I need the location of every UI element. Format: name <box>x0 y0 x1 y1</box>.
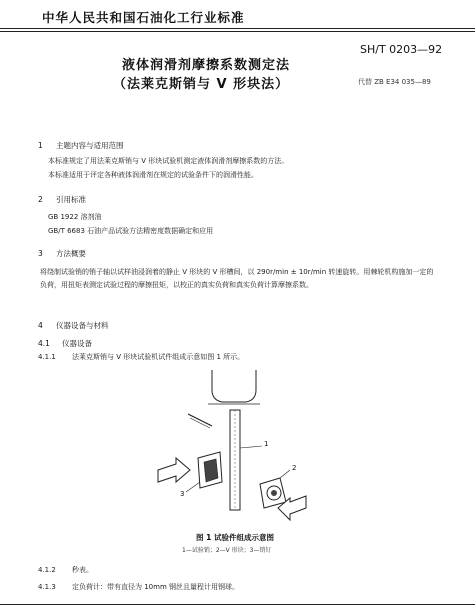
figure-label-1: 1 <box>264 440 269 448</box>
section-4-heading <box>38 320 109 331</box>
item-4-1-2 <box>38 565 93 575</box>
figure-legend: 1—试验销；2—V 形块；3—销钉 <box>182 547 272 554</box>
section-3-heading <box>38 248 86 259</box>
test-piece-diagram <box>150 370 310 528</box>
test-piece-figure <box>150 370 310 528</box>
item-text: 秒表。 <box>72 566 93 574</box>
section-2-heading <box>38 194 86 205</box>
document-title-line2: （法莱克斯销与 V 形块法） <box>113 77 290 92</box>
header-divider-2 <box>0 31 475 32</box>
section-1-heading <box>38 140 124 151</box>
section-title: 主题内容与适用范围 <box>56 141 124 150</box>
figure-label-2: 2 <box>292 464 297 472</box>
section-3-paragraph: 将绕制试验销的销子轴以试样油浸润着的静止 V 形块的 V 形槽间，以 290r/min ± 10r/min 转速旋转。用棘轮机构施加一定的负荷，用扭矩表测定试验过程的摩擦扭矩，以校正的真实负荷和真实负荷计算摩擦系数。 <box>40 268 434 289</box>
page-bottom-border <box>0 604 475 605</box>
section-title: 仪器设备与材料 <box>56 321 109 330</box>
subsection-title: 仪器设备 <box>62 339 92 348</box>
equivalent-note: 代替 ZB E34 035—89 <box>358 78 431 86</box>
section-1-paragraph-1: 本标准规定了用法莱克斯销与 V 形块试验机测定液体润滑剂摩擦系数的方法。 <box>48 157 289 165</box>
figure-caption: 图 1 试验件组成示意图 <box>196 533 274 542</box>
reference-gb1922: GB 1922 溶剂油 <box>48 213 102 221</box>
subsection-number: 4.1.1 <box>38 353 56 361</box>
section-number: 3 <box>38 249 43 258</box>
item-4-1-3 <box>38 582 239 592</box>
figure-label-3: 3 <box>180 490 185 498</box>
section-number: 4 <box>38 321 43 330</box>
section-title: 引用标准 <box>56 195 86 204</box>
header-divider <box>0 28 475 29</box>
subsection-text: 法莱克斯销与 V 形块试验机试件组成示意如图 1 所示。 <box>72 353 245 361</box>
standard-code: SH/T 0203—92 <box>360 43 443 56</box>
item-number: 4.1.2 <box>38 566 56 574</box>
section-number: 1 <box>38 141 43 150</box>
document-title-line1: 液体润滑剂摩擦系数测定法 <box>122 58 291 73</box>
item-number: 4.1.3 <box>38 583 56 591</box>
standard-header: 中华人民共和国石油化工行业标准 <box>42 10 245 25</box>
item-text: 定负荷计：带有直径为 10mm 钢丝且量程计用钢球。 <box>72 583 239 591</box>
subsection-4-1-1 <box>38 352 244 362</box>
section-title: 方法概要 <box>56 249 86 258</box>
section-number: 2 <box>38 195 43 204</box>
subsection-number: 4.1 <box>38 339 50 348</box>
reference-gbt6683: GB/T 6683 石油产品试验方法精密度数据确定和应用 <box>48 227 214 235</box>
subsection-4-1 <box>38 338 92 349</box>
section-1-paragraph-2: 本标准适用于评定各种液体润滑剂在规定的试验条件下的润滑性能。 <box>48 171 258 179</box>
